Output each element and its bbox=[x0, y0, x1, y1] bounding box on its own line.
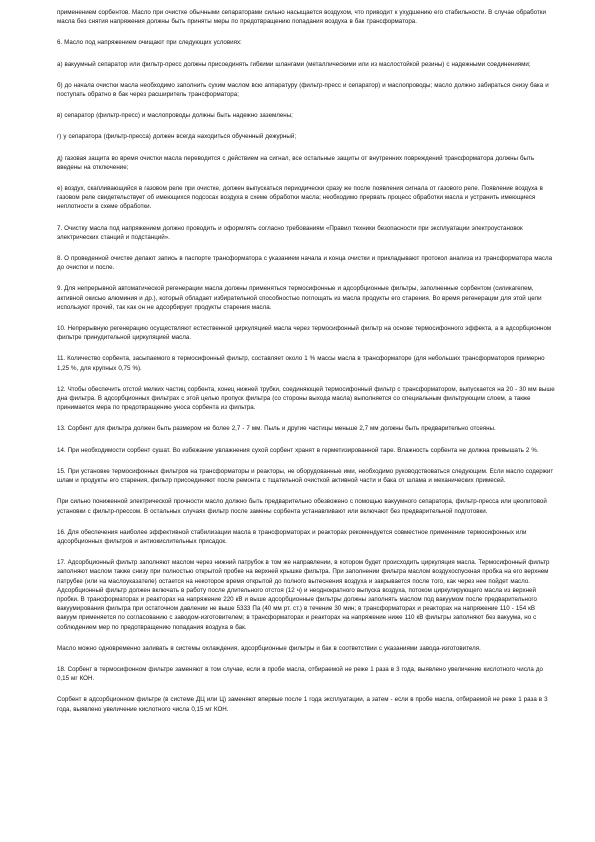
paragraph-6v: в) сепаратор (фильтр-пресс) и маслопроводы должны быть надежно заземлены; bbox=[57, 112, 293, 120]
paragraph-7: 7. Очистку масла под напряжением должно проводить и оформлять согласно требованиям «Правил техники безопасности при эксплуатации электроустановок электрических станций и подстанций». bbox=[57, 224, 523, 241]
paragraph-6: 6. Масло под напряжением очищают при следующих условиях: bbox=[57, 39, 242, 47]
paragraph-15: 15. При установке термосифонных фильтров на трансформаторы и реакторы, не оборудованные ими, необходимо руководствоваться следующим. Если масло содержит шлам и продукты его старения, фильтр присоединяют после ремонта с тщательной очисткой активной части и бака от шлама и механических примесей. bbox=[57, 467, 554, 485]
document-page bbox=[57, 8, 555, 722]
paragraph-9: 9. Для непрерывной автоматической регенерации масла должны применяться термосифонные и адсорбционные фильтры, заполненные сорбентом (силикагелем, активной окисью алюминия и др.), который обладает избирательной способностью поглощать из масла продукты его старения. Во время регенерации для этой цели используют прочий, так как он не адсорбирует продукты старения масла. bbox=[57, 285, 542, 311]
paragraph-6g: г) у сепаратора (фильтр-пресса) должен всегда находиться обученный дежурный; bbox=[57, 133, 297, 141]
paragraph-11: 11. Количество сорбента, засыпаемого в термосифонный фильтр, составляет около 1 % массы масла в трансформаторе (для небольших трансформаторов примерно 1,25 %, для крупных 0,75 %). bbox=[57, 355, 545, 372]
paragraph-12: 12. Чтобы обеспечить отстой мелких частиц сорбента, конец нижней трубки, соединяющей термосифонный фильтр с трансформатором, выпускается на 20 - 30 мм выше дна фильтра. В адсорбционных фильтрах с этой целью пропуск фильтра (со стороны выхода масла) выполняется со специальным фильтрующим слоем, а также принимается мера по предотвращению уноса сорбента из фильтра. bbox=[57, 385, 555, 412]
paragraph-17-cont: Масло можно одновременно заливать в системы охлаждения, адсорбционные фильтры и бак в соответствии с указаниями завода-изготовителя. bbox=[57, 644, 481, 652]
paragraph-6d: д) газовая защита во время очистки масла переводится с действием на сигнал, все остальные защиты от внутренних повреждений трансформатора должны быть введены на отключение; bbox=[57, 154, 535, 171]
paragraph-15-cont: При сильно пониженной электрической прочности масло должно быть предварительно обезвожено с помощью вакуумного сепаратора, фильтр-пресса или цеолитовой установки с фильтр-прессом. В остальных случаях фильтр после замены сорбента устанавливают или включают без предварительной подготовки. bbox=[57, 498, 547, 515]
paragraph-8: 8. О проведенной очистке делают запись в паспорте трансформатора с указанием начала и конца очистки и прикладывают протокол анализа из трансформатора масла до очистки и после. bbox=[57, 255, 553, 272]
paragraph-18-cont: Сорбент в адсорбционном фильтре (в системе ДЦ или Ц) заменяют впервые после 1 года эксплуатации, а затем - если в пробе масла, отбираемой не реже 1 раза в 3 года, выявлено увеличение кислотного числа 0,15 мг КОН. bbox=[57, 696, 548, 713]
paragraph-6b: б) до начала очистки масла необходимо заполнить сухим маслом всю аппаратуру (фильтр-пресс и сепаратор) и маслопроводы; масло должно забираться снизу бака и поступать обратно в бак через расширитель трансформатора; bbox=[57, 81, 549, 99]
paragraph-16: 16. Для обеспечения наиболее эффективной стабилизации масла в трансформаторах и реакторах рекомендуется совместное применение термосифонных или адсорбционных фильтров и антиокислительных присадок. bbox=[57, 528, 527, 545]
paragraph-intro: применением сорбентов. Масло при очистке обычными сепараторами сильно насыщается воздухом, что приводит к ухудшению его стабильности. В случае обработки масла без снятия напряжения должны быть приняты меры по предотвращению попадания воздуха в бак трансформатора. bbox=[57, 9, 546, 26]
paragraph-6e: е) воздух, скапливающийся в газовом реле при очистке, должен выпускаться периодически сразу же после появления сигнала от газового реле. Появление воздуха в газовом реле свидетельствует об имеющихся подсосах воздуха в схеме обработки масла; необходимо прервать процесс обработки масла и устранить имеющиеся неплотности в схеме обработки. bbox=[57, 185, 543, 211]
paragraph-6a: а) вакуумный сепаратор или фильтр-пресс должны присоединять гибкими шлангами (металлическими или из маслостойкой резины) с надежными соединениями; bbox=[57, 60, 531, 68]
paragraph-14: 14. При необходимости сорбент сушат. Во избежание увлажнения сухой сорбент хранят в герметизированной таре. Влажность сорбента не должна превышать 2 %. bbox=[57, 446, 539, 454]
paragraph-10: 10. Непрерывную регенерацию осуществляют естественной циркуляцией масла через термосифонный фильтр на основе термосифонного эффекта, а в адсорбционном фильтре принудительной циркуляцией масла. bbox=[57, 325, 552, 342]
paragraph-13: 13. Сорбент для фильтра должен быть размером не более 2,7 - 7 мм. Пыль и другие частицы меньше 2,7 мм должны быть предварительно отсеяны. bbox=[57, 425, 496, 433]
paragraph-17: 17. Адсорбционный фильтр заполняют маслом через нижний патрубок в том же направлении, в котором будет происходить циркуляция масла. Термосифонный фильтр заполняют маслом также снизу при полностью открытой пробке на верхней крышке фильтра. При заполнении фильтра маслом воздухоспускная пробка на его верхнем патрубке (или на маслоуказателе) остается на некоторое время открытой до полного вытеснения воздуха и закрывается после того, как через нее пойдет масло. Адсорбционный фильтр должен включать в работу после длительного отстоя (12 ч) и неоднократного выпуска воздуха, потоком циркулирующего масла из верхней пробки. В трансформаторах и реакторах на напряжение 220 кВ и выше адсорбционные фильтры должны заполнять маслом под вакуумом после предварительного вакуумирования фильтра при остаточном давлении не выше 5333 Па (40 мм рт. ст.) в течение 30 мин; в трансформаторах и реакторах на напряжение 110 - 154 кВ вакуум применяется по согласованию с заводом-изготовителем; в трансформаторах и реакторах на напряжение ниже 110 кВ фильтры заполняют без вакуума, но с соблюдением мер по предотвращению попадания воздуха в бак. bbox=[57, 559, 550, 631]
paragraph-18: 18. Сорбент в термосифонном фильтре заменяют в том случае, если в пробе масла, отбираемой не реже 1 раза в 3 года, выявлено увеличение кислотного числа до 0,15 мг КОН. bbox=[57, 665, 543, 683]
